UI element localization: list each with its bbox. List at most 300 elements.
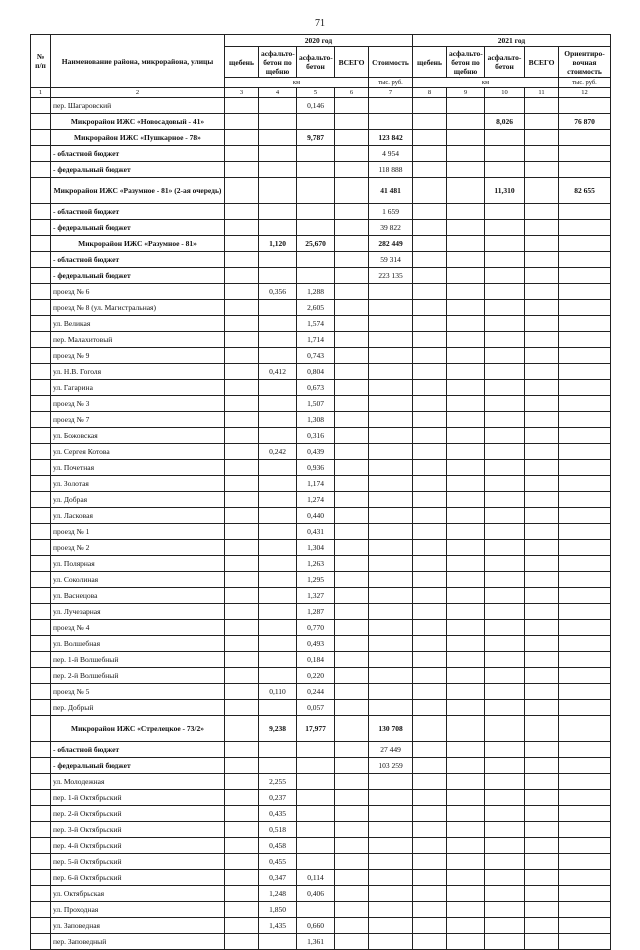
- value-cell: 0,406: [297, 886, 335, 902]
- table-row: [31, 838, 611, 854]
- value-cell: [225, 540, 259, 556]
- table-row: [31, 220, 611, 236]
- value-cell: 0,114: [297, 870, 335, 886]
- value-cell: [485, 98, 525, 114]
- value-cell: [559, 806, 611, 822]
- value-cell: [559, 838, 611, 854]
- header-num: № п/п: [31, 35, 51, 88]
- value-cell: [31, 476, 51, 492]
- value-cell: [559, 428, 611, 444]
- value-cell: [369, 684, 413, 700]
- value-cell: [297, 774, 335, 790]
- value-cell: [413, 300, 447, 316]
- column-number: 6: [335, 88, 369, 98]
- header-asphalt-on-gravel-2020: асфальто-бетон по щебню: [259, 47, 297, 78]
- value-cell: 27 449: [369, 742, 413, 758]
- value-cell: [259, 332, 297, 348]
- value-cell: [369, 886, 413, 902]
- table-row: [31, 540, 611, 556]
- value-cell: [413, 758, 447, 774]
- value-cell: [525, 162, 559, 178]
- value-cell: [485, 870, 525, 886]
- value-cell: 0,770: [297, 620, 335, 636]
- value-cell: [31, 268, 51, 284]
- value-cell: [525, 668, 559, 684]
- value-cell: [525, 348, 559, 364]
- value-cell: [31, 460, 51, 476]
- value-cell: [259, 758, 297, 774]
- table-row: [31, 556, 611, 572]
- value-cell: [335, 934, 369, 950]
- column-number: 12: [559, 88, 611, 98]
- value-cell: [297, 758, 335, 774]
- value-cell: [225, 806, 259, 822]
- value-cell: [485, 774, 525, 790]
- value-cell: [259, 348, 297, 364]
- value-cell: 17,977: [297, 716, 335, 742]
- value-cell: [31, 220, 51, 236]
- value-cell: 41 481: [369, 178, 413, 204]
- value-cell: 0,804: [297, 364, 335, 380]
- value-cell: [259, 380, 297, 396]
- table-row: [31, 380, 611, 396]
- row-name-cell: пер. 1-й Волшебный: [51, 652, 225, 668]
- value-cell: [259, 934, 297, 950]
- value-cell: [31, 364, 51, 380]
- value-cell: [225, 508, 259, 524]
- table-row: [31, 588, 611, 604]
- value-cell: [447, 806, 485, 822]
- value-cell: [525, 316, 559, 332]
- value-cell: 0,743: [297, 348, 335, 364]
- value-cell: [259, 412, 297, 428]
- value-cell: [225, 444, 259, 460]
- value-cell: 1,274: [297, 492, 335, 508]
- value-cell: [413, 146, 447, 162]
- value-cell: [485, 524, 525, 540]
- row-name-cell: Микрорайон ИЖС «Новосадовый - 41»: [51, 114, 225, 130]
- value-cell: [447, 540, 485, 556]
- value-cell: [447, 162, 485, 178]
- value-cell: [31, 588, 51, 604]
- value-cell: [259, 98, 297, 114]
- value-cell: [335, 114, 369, 130]
- table-row: [31, 178, 611, 204]
- value-cell: [447, 902, 485, 918]
- value-cell: [559, 886, 611, 902]
- value-cell: [369, 332, 413, 348]
- value-cell: [335, 838, 369, 854]
- value-cell: [485, 396, 525, 412]
- value-cell: [413, 380, 447, 396]
- table-header: [31, 35, 611, 98]
- value-cell: 1,304: [297, 540, 335, 556]
- value-cell: [413, 252, 447, 268]
- column-number: 2: [51, 88, 225, 98]
- value-cell: [447, 492, 485, 508]
- value-cell: [559, 822, 611, 838]
- value-cell: [413, 822, 447, 838]
- value-cell: [259, 178, 297, 204]
- value-cell: [559, 902, 611, 918]
- value-cell: 0,455: [259, 854, 297, 870]
- row-name-cell: пер. 1-й Октябрьский: [51, 790, 225, 806]
- value-cell: [31, 252, 51, 268]
- value-cell: [259, 428, 297, 444]
- value-cell: [31, 742, 51, 758]
- value-cell: [559, 716, 611, 742]
- value-cell: [447, 236, 485, 252]
- value-cell: [525, 364, 559, 380]
- value-cell: [525, 620, 559, 636]
- value-cell: [31, 700, 51, 716]
- value-cell: [225, 588, 259, 604]
- table-row: [31, 316, 611, 332]
- value-cell: [225, 204, 259, 220]
- value-cell: [335, 652, 369, 668]
- value-cell: [447, 300, 485, 316]
- value-cell: [335, 508, 369, 524]
- row-name-cell: пер. Заповедный: [51, 934, 225, 950]
- value-cell: [259, 556, 297, 572]
- value-cell: 1,288: [297, 284, 335, 300]
- value-cell: [413, 854, 447, 870]
- value-cell: [225, 220, 259, 236]
- table-row: [31, 476, 611, 492]
- value-cell: [525, 284, 559, 300]
- value-cell: [225, 332, 259, 348]
- value-cell: [413, 902, 447, 918]
- value-cell: [31, 412, 51, 428]
- table-row: [31, 236, 611, 252]
- value-cell: [447, 252, 485, 268]
- value-cell: [369, 348, 413, 364]
- value-cell: [335, 716, 369, 742]
- value-cell: [447, 268, 485, 284]
- value-cell: [525, 934, 559, 950]
- value-cell: [31, 918, 51, 934]
- value-cell: [525, 636, 559, 652]
- value-cell: 1 659: [369, 204, 413, 220]
- header-asphalt-on-gravel-2021: асфальто-бетон по щебню: [447, 47, 485, 78]
- value-cell: [259, 572, 297, 588]
- value-cell: [447, 854, 485, 870]
- value-cell: [525, 652, 559, 668]
- value-cell: [413, 556, 447, 572]
- value-cell: [31, 204, 51, 220]
- value-cell: [31, 540, 51, 556]
- value-cell: [525, 444, 559, 460]
- value-cell: [259, 742, 297, 758]
- value-cell: [297, 162, 335, 178]
- table-row: [31, 870, 611, 886]
- value-cell: [559, 98, 611, 114]
- value-cell: [447, 316, 485, 332]
- value-cell: [559, 284, 611, 300]
- value-cell: [447, 742, 485, 758]
- value-cell: [335, 178, 369, 204]
- value-cell: [559, 934, 611, 950]
- value-cell: [335, 902, 369, 918]
- value-cell: [225, 98, 259, 114]
- row-name-cell: ул. Божовская: [51, 428, 225, 444]
- value-cell: [413, 604, 447, 620]
- value-cell: [259, 636, 297, 652]
- header-cost-2020: Стоимость: [369, 47, 413, 78]
- column-number: 4: [259, 88, 297, 98]
- row-name-cell: - областной бюджет: [51, 742, 225, 758]
- value-cell: [559, 412, 611, 428]
- value-cell: [559, 524, 611, 540]
- row-name-cell: проезд № 3: [51, 396, 225, 412]
- value-cell: [559, 684, 611, 700]
- value-cell: [31, 284, 51, 300]
- row-name-cell: пер. 4-й Октябрьский: [51, 838, 225, 854]
- value-cell: [447, 364, 485, 380]
- value-cell: [525, 332, 559, 348]
- value-cell: [447, 460, 485, 476]
- row-name-cell: - федеральный бюджет: [51, 162, 225, 178]
- value-cell: 0,431: [297, 524, 335, 540]
- value-cell: [335, 806, 369, 822]
- column-numbers-row: [31, 88, 611, 98]
- value-cell: [259, 396, 297, 412]
- value-cell: [31, 854, 51, 870]
- value-cell: [297, 268, 335, 284]
- table-row: [31, 716, 611, 742]
- row-name-cell: Микрорайон ИЖС «Стрелецкое - 73/2»: [51, 716, 225, 742]
- value-cell: [485, 556, 525, 572]
- value-cell: [485, 620, 525, 636]
- table-row: [31, 902, 611, 918]
- value-cell: [335, 572, 369, 588]
- value-cell: [335, 332, 369, 348]
- value-cell: [525, 428, 559, 444]
- table-row: [31, 348, 611, 364]
- value-cell: 0,440: [297, 508, 335, 524]
- value-cell: [525, 268, 559, 284]
- value-cell: [447, 790, 485, 806]
- value-cell: [485, 316, 525, 332]
- value-cell: 0,244: [297, 684, 335, 700]
- value-cell: [335, 524, 369, 540]
- value-cell: [297, 902, 335, 918]
- value-cell: [525, 300, 559, 316]
- value-cell: [447, 428, 485, 444]
- value-cell: [525, 114, 559, 130]
- table-row: [31, 636, 611, 652]
- header-approx-cost-2021: Ориентиро-вочная стоимость: [559, 47, 611, 78]
- value-cell: [447, 130, 485, 146]
- value-cell: 1,248: [259, 886, 297, 902]
- value-cell: [369, 854, 413, 870]
- value-cell: 1,308: [297, 412, 335, 428]
- value-cell: [525, 870, 559, 886]
- value-cell: 0,660: [297, 918, 335, 934]
- value-cell: [485, 822, 525, 838]
- value-cell: [31, 348, 51, 364]
- value-cell: [447, 758, 485, 774]
- value-cell: [225, 700, 259, 716]
- value-cell: [335, 774, 369, 790]
- value-cell: [335, 252, 369, 268]
- value-cell: 0,458: [259, 838, 297, 854]
- value-cell: [559, 220, 611, 236]
- row-name-cell: ул. Ласковая: [51, 508, 225, 524]
- value-cell: [525, 742, 559, 758]
- table-row: [31, 444, 611, 460]
- row-name-cell: Микрорайон ИЖС «Разумное - 81» (2-ая очередь): [51, 178, 225, 204]
- value-cell: [225, 652, 259, 668]
- value-cell: [485, 652, 525, 668]
- value-cell: 1,263: [297, 556, 335, 572]
- value-cell: [335, 130, 369, 146]
- value-cell: [485, 220, 525, 236]
- row-name-cell: пер. 6-й Октябрьский: [51, 870, 225, 886]
- value-cell: 9,787: [297, 130, 335, 146]
- value-cell: [335, 886, 369, 902]
- value-cell: [485, 636, 525, 652]
- value-cell: [31, 668, 51, 684]
- value-cell: [31, 572, 51, 588]
- value-cell: [259, 508, 297, 524]
- value-cell: 1,574: [297, 316, 335, 332]
- value-cell: [525, 700, 559, 716]
- value-cell: [413, 572, 447, 588]
- value-cell: [485, 348, 525, 364]
- value-cell: [31, 396, 51, 412]
- value-cell: [259, 476, 297, 492]
- value-cell: 11,310: [485, 178, 525, 204]
- value-cell: [369, 98, 413, 114]
- row-name-cell: ул. Соколиная: [51, 572, 225, 588]
- value-cell: [559, 790, 611, 806]
- value-cell: [369, 902, 413, 918]
- page-number: 71: [315, 18, 325, 29]
- value-cell: [335, 684, 369, 700]
- value-cell: [297, 178, 335, 204]
- value-cell: [525, 684, 559, 700]
- table-row: [31, 854, 611, 870]
- value-cell: [335, 668, 369, 684]
- value-cell: [447, 508, 485, 524]
- road-works-table: [30, 34, 611, 950]
- row-name-cell: - федеральный бюджет: [51, 758, 225, 774]
- value-cell: [335, 380, 369, 396]
- value-cell: [369, 114, 413, 130]
- value-cell: [259, 114, 297, 130]
- value-cell: [31, 822, 51, 838]
- value-cell: [369, 822, 413, 838]
- header-unit-rub-2020: тыс. руб.: [369, 78, 413, 88]
- row-name-cell: - федеральный бюджет: [51, 220, 225, 236]
- value-cell: [225, 114, 259, 130]
- value-cell: [447, 604, 485, 620]
- value-cell: [369, 284, 413, 300]
- table-row: [31, 774, 611, 790]
- value-cell: [31, 332, 51, 348]
- value-cell: [31, 620, 51, 636]
- value-cell: [413, 364, 447, 380]
- value-cell: [335, 790, 369, 806]
- value-cell: [559, 396, 611, 412]
- value-cell: [525, 412, 559, 428]
- value-cell: [335, 268, 369, 284]
- value-cell: [447, 556, 485, 572]
- value-cell: [525, 236, 559, 252]
- value-cell: [31, 556, 51, 572]
- value-cell: [525, 204, 559, 220]
- value-cell: [369, 636, 413, 652]
- value-cell: [225, 572, 259, 588]
- value-cell: [525, 918, 559, 934]
- value-cell: [369, 774, 413, 790]
- value-cell: 0,057: [297, 700, 335, 716]
- value-cell: [413, 620, 447, 636]
- value-cell: [485, 790, 525, 806]
- value-cell: [335, 854, 369, 870]
- value-cell: [31, 758, 51, 774]
- value-cell: [225, 870, 259, 886]
- value-cell: 0,184: [297, 652, 335, 668]
- row-name-cell: проезд № 6: [51, 284, 225, 300]
- value-cell: [297, 806, 335, 822]
- value-cell: [413, 636, 447, 652]
- value-cell: [413, 934, 447, 950]
- value-cell: [31, 652, 51, 668]
- value-cell: [413, 332, 447, 348]
- value-cell: [485, 572, 525, 588]
- value-cell: [369, 604, 413, 620]
- value-cell: [225, 428, 259, 444]
- value-cell: [485, 428, 525, 444]
- value-cell: [559, 268, 611, 284]
- value-cell: [485, 444, 525, 460]
- value-cell: [369, 412, 413, 428]
- value-cell: [447, 524, 485, 540]
- value-cell: 118 888: [369, 162, 413, 178]
- value-cell: [369, 364, 413, 380]
- value-cell: [225, 460, 259, 476]
- row-name-cell: ул. Почетная: [51, 460, 225, 476]
- value-cell: [447, 918, 485, 934]
- value-cell: [413, 886, 447, 902]
- value-cell: [259, 668, 297, 684]
- value-cell: [31, 114, 51, 130]
- value-cell: [31, 838, 51, 854]
- value-cell: [559, 332, 611, 348]
- value-cell: [413, 444, 447, 460]
- value-cell: [485, 460, 525, 476]
- value-cell: [559, 162, 611, 178]
- value-cell: [413, 236, 447, 252]
- value-cell: [31, 934, 51, 950]
- value-cell: [485, 332, 525, 348]
- value-cell: [225, 886, 259, 902]
- table-row: [31, 98, 611, 114]
- value-cell: [413, 178, 447, 204]
- value-cell: [225, 742, 259, 758]
- row-name-cell: пер. Шагаровский: [51, 98, 225, 114]
- value-cell: [485, 604, 525, 620]
- value-cell: [369, 492, 413, 508]
- value-cell: [413, 838, 447, 854]
- value-cell: [559, 300, 611, 316]
- value-cell: [225, 556, 259, 572]
- value-cell: [525, 396, 559, 412]
- value-cell: [297, 742, 335, 758]
- value-cell: [225, 716, 259, 742]
